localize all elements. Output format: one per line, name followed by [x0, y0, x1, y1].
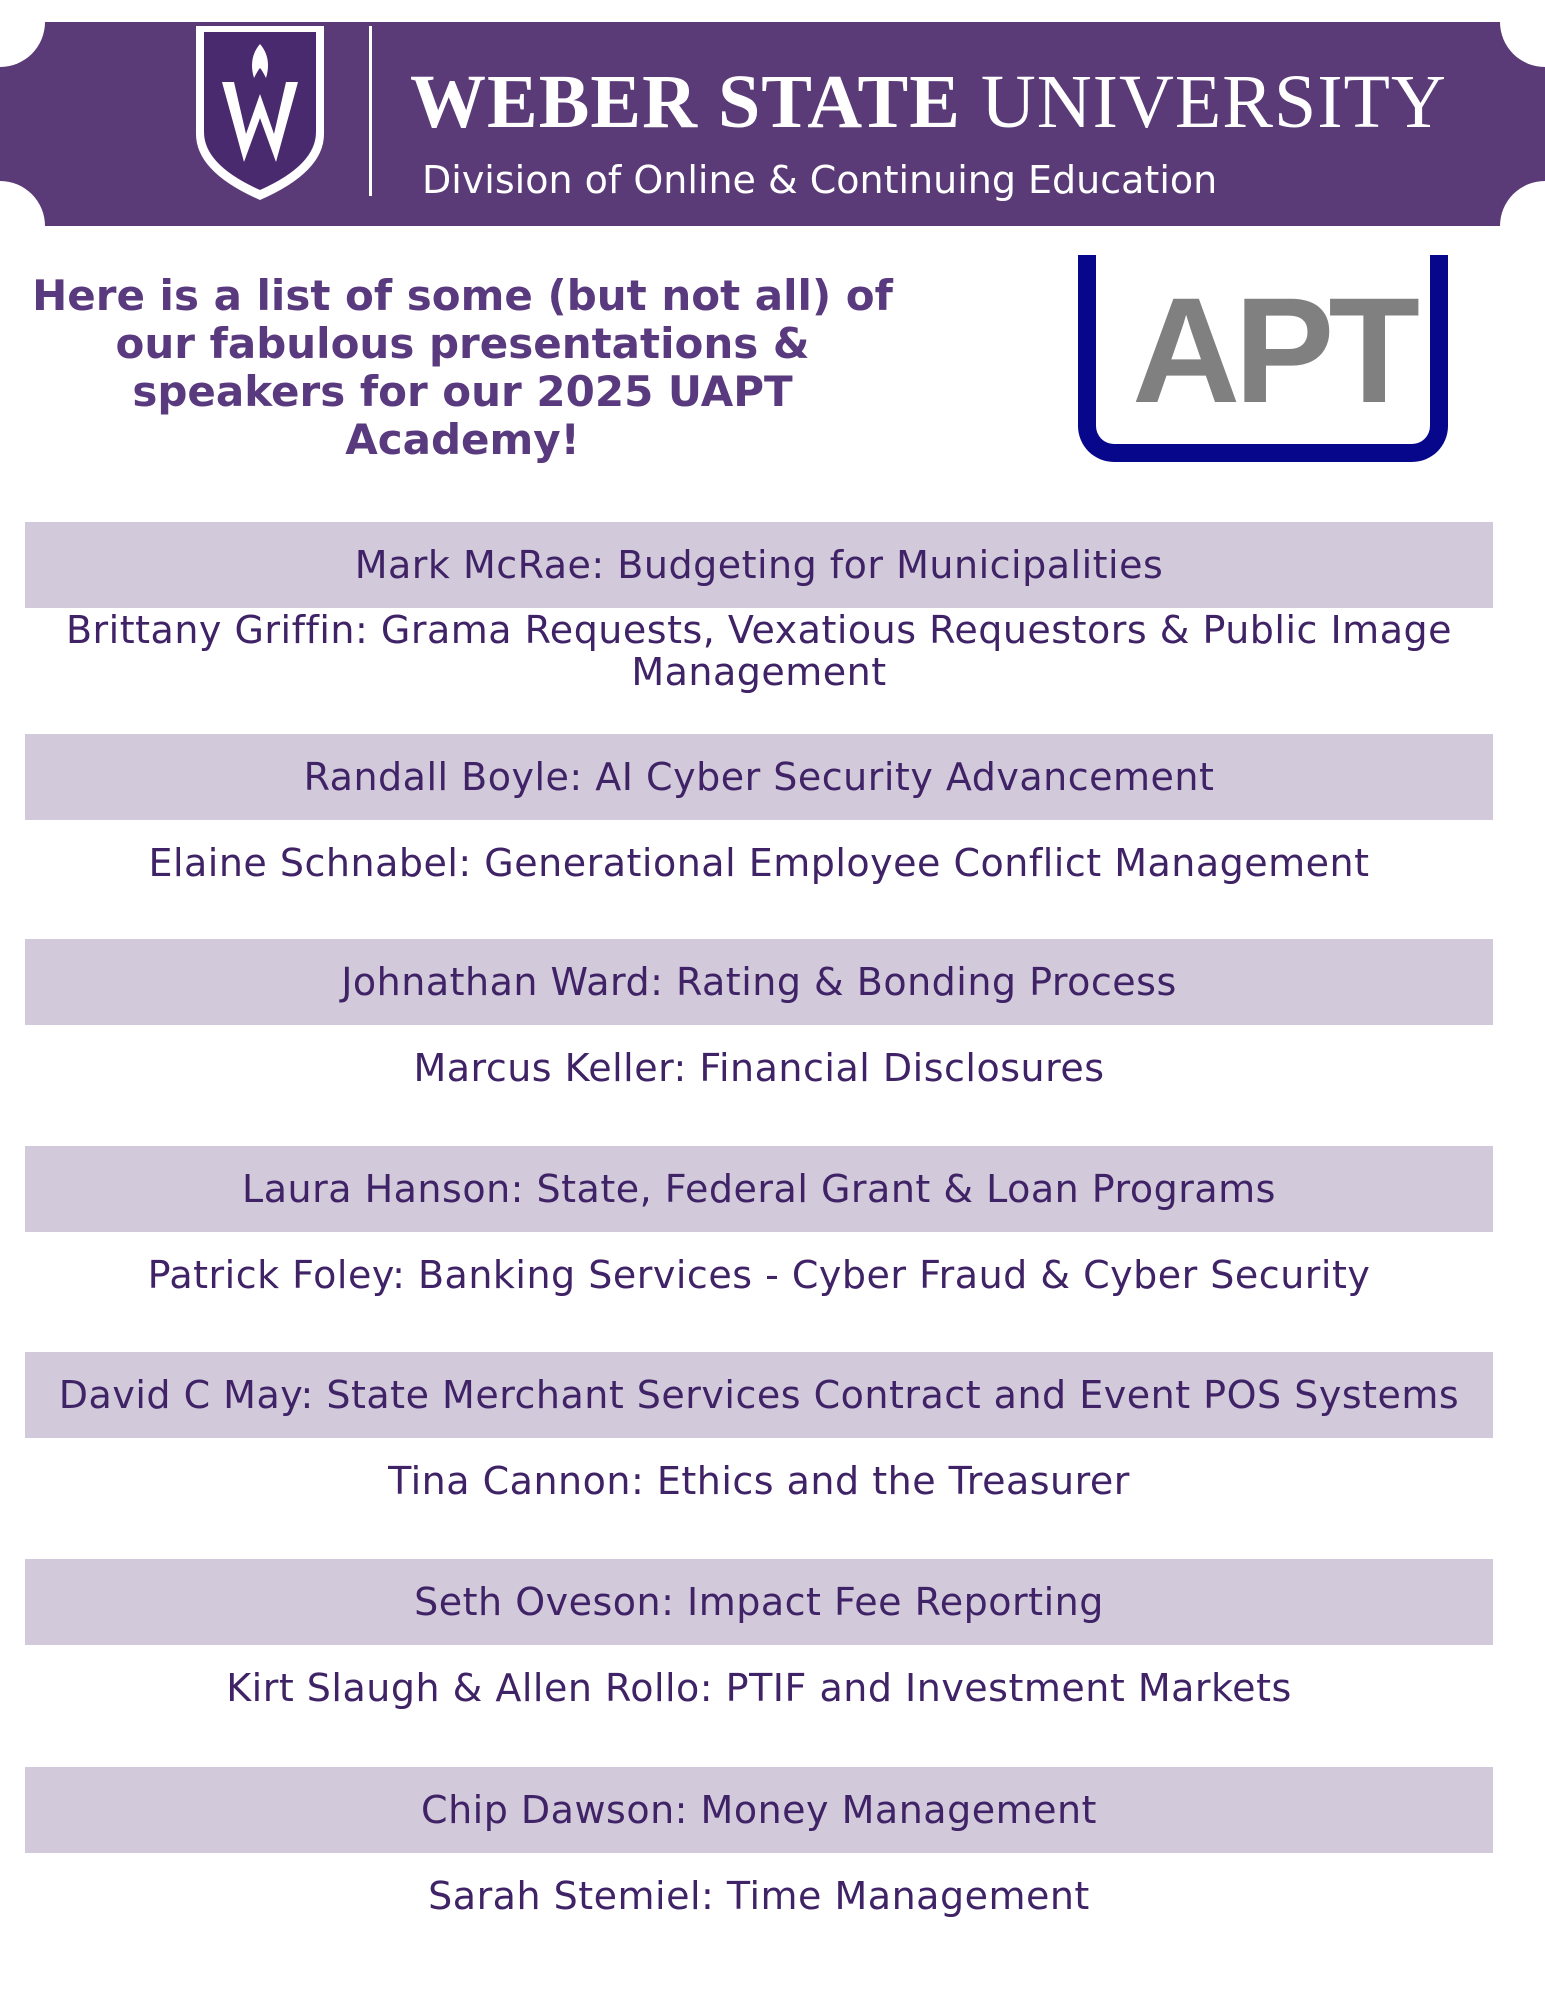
list-item: Seth Oveson: Impact Fee Reporting — [25, 1559, 1493, 1645]
banner-corner-notch — [0, 0, 45, 67]
list-item: Brittany Griffin: Grama Requests, Vexatious Requestors & Public Image Management — [65, 608, 1452, 694]
list-item: Laura Hanson: State, Federal Grant & Loan Programs — [25, 1146, 1493, 1232]
list-item: Elaine Schnabel: Generational Employee Conflict Management — [148, 841, 1370, 885]
intro-heading: Here is a list of some (but not all) of our fabulous presentations & speakers for our 2025 UAPT Academy! — [32, 271, 893, 464]
university-name — [410, 62, 1447, 142]
banner-corner-notch — [1500, 0, 1545, 67]
list-item: Johnathan Ward: Rating & Bonding Process — [25, 939, 1493, 1025]
uapt-logo — [1078, 255, 1448, 462]
list-item: David C May: State Merchant Services Contract and Event POS Systems — [25, 1352, 1493, 1438]
university-name-bold: WEBER STATE — [410, 60, 961, 144]
list-item: Marcus Keller: Financial Disclosures — [413, 1046, 1105, 1090]
banner-corner-notch — [1500, 181, 1545, 271]
list-item: Patrick Foley: Banking Services - Cyber Fraud & Cyber Security — [147, 1253, 1371, 1297]
list-item: Randall Boyle: AI Cyber Security Advancement — [25, 734, 1493, 820]
list-item: Tina Cannon: Ethics and the Treasurer — [388, 1459, 1130, 1503]
banner-corner-notch — [0, 181, 45, 271]
list-item: Sarah Stemiel: Time Management — [428, 1874, 1090, 1918]
header-divider — [369, 26, 372, 196]
list-item: Kirt Slaugh & Allen Rollo: PTIF and Investment Markets — [226, 1666, 1292, 1710]
list-item: Chip Dawson: Money Management — [25, 1767, 1493, 1853]
list-item: Mark McRae: Budgeting for Municipalities — [25, 522, 1493, 608]
uapt-logo-text: APT — [1132, 266, 1414, 434]
university-name-regular: UNIVERSITY — [980, 60, 1447, 144]
division-name: Division of Online & Continuing Education — [422, 158, 1218, 202]
university-shield-logo — [192, 22, 328, 202]
